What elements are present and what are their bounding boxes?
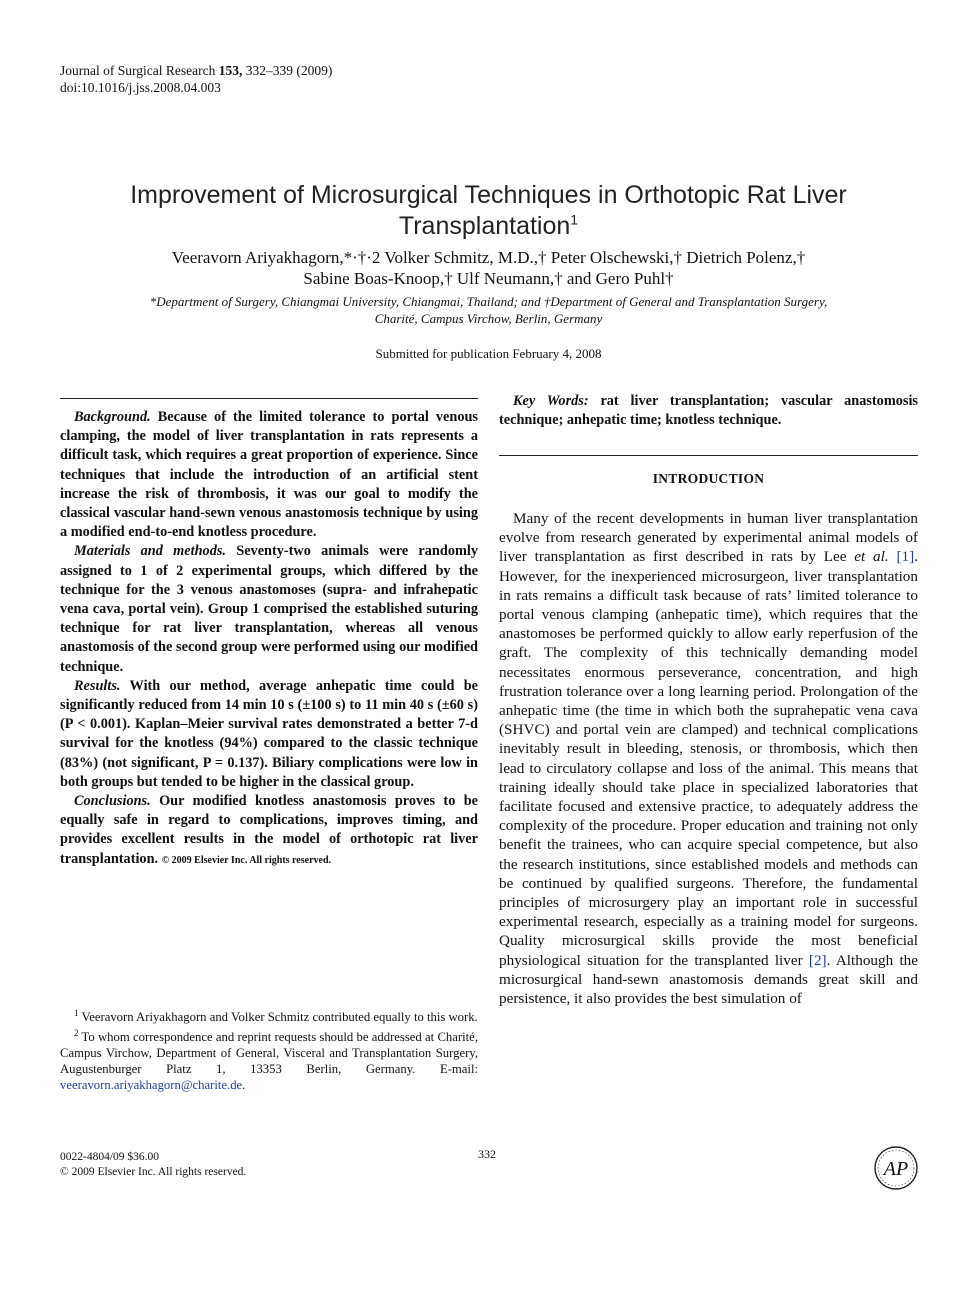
journal-pages-year: 332–339 (2009) [245, 63, 333, 78]
intro-text-part-1: Many of the recent developments in human liver transplantation evolve from research generated by experimental animal models of liver transplantation as first described in rats by Lee [499, 510, 918, 566]
abstract-background [60, 408, 478, 542]
journal-name: Journal of Surgical Research [60, 63, 216, 78]
abstract-methods [60, 542, 478, 676]
journal-volume: 153, [218, 63, 243, 78]
reference-link-2[interactable]: [2] [808, 951, 827, 969]
contact-email-link[interactable]: veeravorn.ariyakhagorn@charite.de [60, 1078, 243, 1093]
footnote-1-text: Veeravorn Ariyakhagorn and Volker Schmitz contributed equally to this work. [81, 1010, 478, 1025]
intro-text-part-2: . However, for the inexperienced microsurgeon, liver transplantation in rats remains a difficult task because of rats’ limited tolerance to portal venous clamping (anhepatic time), which requires that the anastomoses be performed quickly to allow early reperfusion of the graft. The complexity of this technically demanding model necessitates enormous perseverance, concentration, and high frustration tolerance over a long learning period. Prolongation of the anhepatic time (the time in which both the suprahepatic vena cava (SHVC) and portal vein are clamped) and technical complications inevitably result in bleeding, stenosis, or thrombosis, which then lead to circulatory collapse and loss of the animal. This means that training ideally should take place in specialized laboratories that facilitate focused and extensive practice, to adequately address the complexity of the procedure. Proper education and training not only benefit the trainees, who can acquire special competence, but also the research institutions, since established models and methods can be continued by qualified surgeons. Therefore, the fundamental principles of microsurgery play an important role in successful experimental research, especially as a training model for surgeons. Quality microsurgical skills provide the most beneficial physiological situation for the transplanted liver [499, 548, 918, 969]
doi[interactable]: doi:10.1016/j.jss.2008.04.003 [60, 80, 221, 95]
title-footnote-mark[interactable]: 1 [570, 211, 579, 228]
affiliation-line-2: Charité, Campus Virchow, Berlin, Germany [374, 311, 603, 326]
footnote-2-end: . [242, 1078, 246, 1093]
intro-text-part-3: . Although the microsurgical hand-sewn anastomosis demands great skill and persistence, it also provides the best simulation of [499, 951, 918, 1008]
reference-link-1[interactable]: [1] [896, 548, 915, 566]
conclusions-heading: Conclusions. [74, 793, 151, 810]
issn-block [60, 1150, 246, 1180]
page-number: 332 [478, 1147, 496, 1161]
abstract [60, 408, 478, 870]
footnote-2-mark: 2 [74, 1028, 79, 1039]
key-words-text: rat liver transplantation; vascular anastomosis technique; anhepatic time; knotless technique. [499, 393, 918, 429]
issn-price: 0022-4804/09 $36.00 [60, 1151, 160, 1163]
footnote-2 [60, 1025, 478, 1093]
keywords-bottom-rule [499, 455, 918, 456]
results-text: With our method, average anhepatic time could be significantly reduced from 14 min 10 s (±100 s) to 11 min 40 s (±60 s) (P < 0.001). Kaplan–Meier survival rates demonstrated a better 7-d survival for the knotless (94%) compared to the classic technique (83%) (not significant, P = 0.137). Biliary complications were low in both groups but tended to be higher in the classical group. [60, 677, 478, 790]
abstract-top-rule [60, 398, 478, 399]
bottom-copyright: © 2009 Elsevier Inc. All rights reserved. [60, 1166, 247, 1178]
article-title: Improvement of Microsurgical Techniques in Orthotopic Rat Liver Transplantation [130, 181, 847, 240]
footnote-2-text: To whom correspondence and reprint requests should be addressed at Charité, Campus Virchow, Department of General, Visceral and Transplantation Surgery, Augustenburger Platz 1, 13353 Berlin, Germany. E-mail: [60, 1030, 478, 1077]
footnote-1-mark: 1 [74, 1008, 79, 1018]
introduction-body [499, 509, 918, 1008]
conclusions-text: Our modified knotless anastomosis proves to be equally safe in regard to complications, improves timing, and provides excellent results in the model of orthotopic rat liver transplantation. [60, 793, 479, 867]
introduction-paragraph [499, 509, 918, 1008]
journal-citation [60, 62, 332, 96]
affiliations [60, 293, 917, 327]
article-title-block [60, 180, 917, 242]
abstract-copyright: © 2009 Elsevier Inc. All rights reserved. [161, 854, 332, 866]
authors-line-2: Sabine Boas-Knoop,† Ulf Neumann,† and Gero Puhl† [303, 269, 674, 288]
background-heading: Background. [74, 409, 151, 425]
abstract-results [60, 677, 478, 792]
key-words [499, 392, 918, 430]
affiliation-line-1: *Department of Surgery, Chiangmai University, Chiangmai, Thailand; and †Department of General and Transplantation Surgery, [149, 294, 828, 309]
footnotes [60, 1005, 478, 1093]
submission-date: Submitted for publication February 4, 2008 [375, 346, 602, 361]
abstract-conclusions [60, 792, 478, 870]
logo-text: AP [883, 1158, 909, 1180]
methods-text: Seventy-two animals were randomly assigned to 1 of 2 experimental groups, which differed by the technique for the 3 venous anastomoses (supra- and infrahepatic vena cava, portal vein). Group 1 comprised the established suturing technique for rat liver transplantation, whereas all venous anastomosis of the second group were performed using our modified technique. [60, 543, 479, 675]
footnote-1 [60, 1005, 478, 1025]
methods-heading: Materials and methods. [74, 543, 226, 560]
key-words-label: Key Words: [513, 393, 589, 409]
author-list [60, 247, 917, 289]
et-al: et al. [854, 548, 889, 566]
background-text: Because of the limited tolerance to portal venous clamping, the model of liver transplantation in rats represents a difficult task, which requires a great proportion of experience. Since techniques that include the introduction of an artificial stent increase the risk of thrombosis, it was our goal to modify the classical vascular hand-sewn venous anastomosis technique by using a modified end-to-end knotless procedure. [60, 409, 478, 541]
academic-press-logo [873, 1145, 919, 1191]
results-heading: Results. [74, 677, 121, 694]
introduction-heading: INTRODUCTION [652, 471, 765, 486]
authors-line-1: Veeravorn Ariyakhagorn,*·†·2 Volker Schmitz, M.D.,† Peter Olschewski,† Dietrich Polenz,† [171, 248, 806, 267]
